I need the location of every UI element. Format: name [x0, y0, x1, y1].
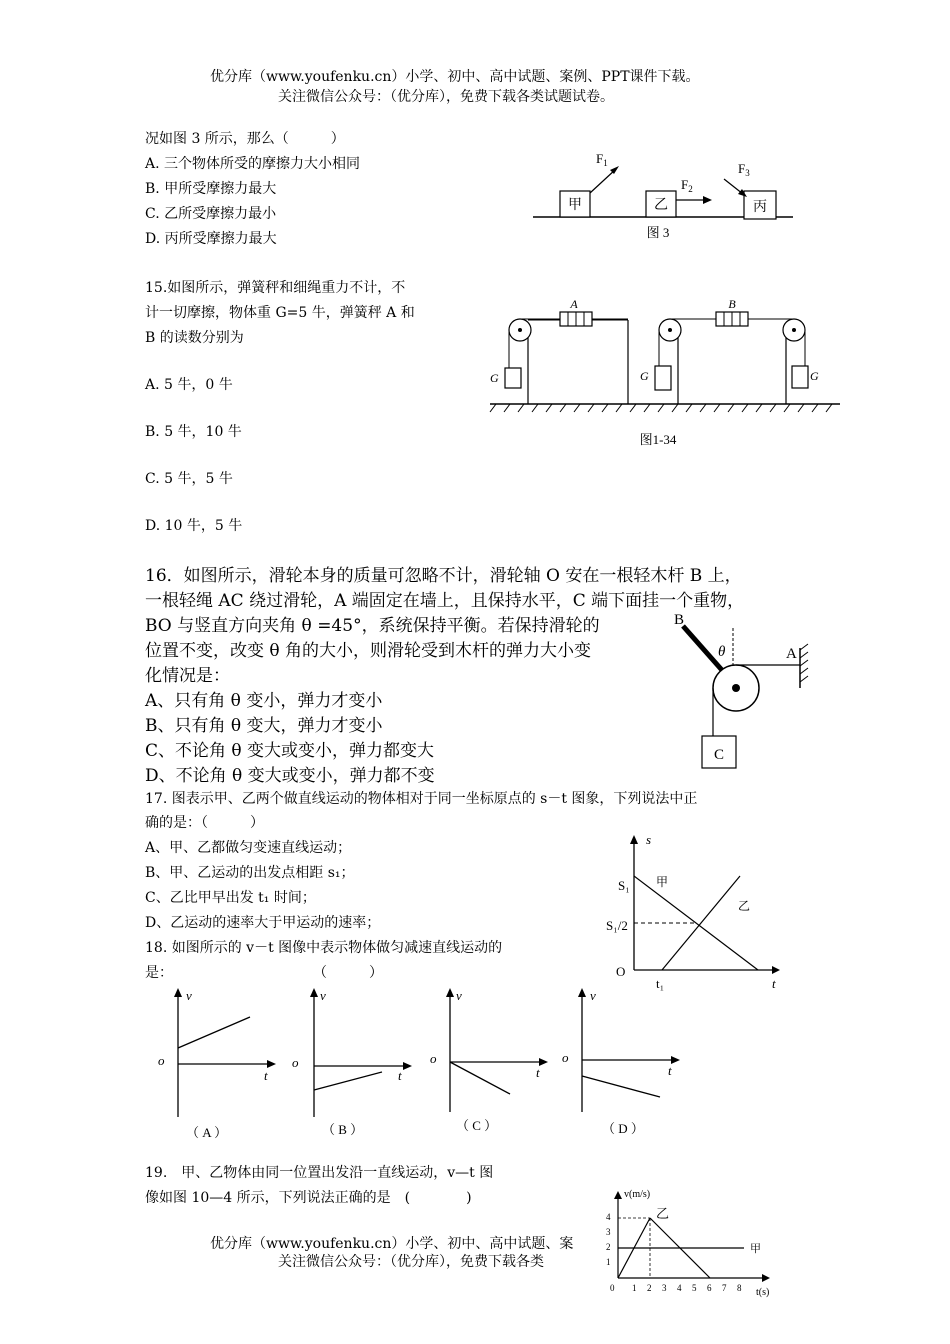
box-yi-label: 乙 — [654, 198, 668, 213]
q14-option-c: C. 乙所受摩擦力最小 — [145, 206, 277, 222]
svg-text:0: 0 — [610, 1283, 615, 1293]
svg-text:s: s — [646, 832, 652, 847]
svg-text:（ A ）: （ A ） — [186, 1125, 228, 1140]
svg-text:S₁: S₁ — [618, 878, 630, 893]
q14-figure — [528, 145, 798, 245]
q16-figure — [668, 608, 838, 773]
q18-c-line — [450, 1062, 510, 1094]
q16-option-d: D、不论角 θ 变大或变小，弹力都不变 — [145, 766, 435, 786]
svg-text:（ C ）: （ C ） — [456, 1118, 498, 1133]
q18-graph-d — [562, 988, 680, 1136]
svg-text:B: B — [674, 612, 685, 628]
q15-line-2: 计一切摩擦，物体重 G=5 牛，弹簧秤 A 和 — [145, 305, 415, 321]
q18-b-line — [314, 1072, 382, 1090]
svg-text:A: A — [786, 646, 797, 662]
svg-text:A: A — [570, 297, 578, 311]
q16-line-3: BO 与竖直方向夹角 θ =45°，系统保持平衡。若保持滑轮的 — [145, 616, 600, 636]
box-bing-label: 丙 — [753, 200, 767, 215]
q19-line-2: 像如图 10—4 所示，下列说法正确的是 ( ) — [145, 1190, 472, 1206]
f1-label: $F_1$ — [596, 151, 608, 168]
svg-text:v(m/s): v(m/s) — [624, 1189, 651, 1200]
svg-text:v: v — [320, 988, 326, 1003]
q19-figure — [604, 1183, 794, 1301]
q16-line-2: 一根轻绳 AC 绕过滑轮，A 端固定在墙上，且保持水平，C 端下面挂一个重物， — [145, 591, 745, 611]
svg-text:（ D ）: （ D ） — [602, 1121, 644, 1136]
svg-text:2: 2 — [606, 1242, 611, 1252]
svg-text:1: 1 — [606, 1257, 611, 1267]
q18-d-line — [582, 1076, 660, 1097]
q15-option-d: D. 10 牛，5 牛 — [145, 518, 243, 534]
footer-line-1: 优分库（www.youfenku.cn）小学、初中、高中试题、案 — [210, 1236, 574, 1252]
q16-option-b: B、只有角 θ 变大，弹力才变小 — [145, 716, 383, 736]
svg-text:4: 4 — [606, 1212, 611, 1222]
svg-text:S₁/2: S₁/2 — [606, 918, 628, 933]
q16-option-c: C、不论角 θ 变大或变小，弹力都变大 — [145, 741, 435, 761]
q15-line-3: B 的读数分别为 — [145, 330, 244, 346]
box-jia-label: 甲 — [568, 198, 582, 213]
q14-option-d: D. 丙所受摩擦力最大 — [145, 231, 277, 247]
svg-text:8: 8 — [737, 1283, 742, 1293]
svg-text:乙: 乙 — [656, 1206, 670, 1221]
q16-line-1: 16．如图所示，滑轮本身的质量可忽略不计，滑轮轴 O 安在一根轻木杆 B 上， — [145, 566, 742, 586]
svg-text:3: 3 — [662, 1283, 667, 1293]
svg-text:t: t — [668, 1063, 672, 1078]
svg-text:t: t — [264, 1068, 268, 1083]
svg-text:o: o — [292, 1055, 299, 1070]
svg-text:甲: 甲 — [656, 875, 669, 889]
svg-text:5: 5 — [692, 1283, 697, 1293]
q14-option-b: B. 甲所受摩擦力最大 — [145, 181, 277, 197]
svg-text:G: G — [640, 369, 649, 383]
svg-text:θ: θ — [718, 644, 726, 660]
q17-figure — [606, 830, 791, 990]
svg-text:1: 1 — [632, 1283, 637, 1293]
svg-text:C: C — [713, 747, 725, 763]
q18-graphs — [150, 982, 690, 1147]
q18-line-1: 18. 如图所示的 v－t 图像中表示物体做匀减速直线运动的 — [145, 940, 503, 956]
fig3-caption: 图 3 — [646, 225, 670, 240]
svg-text:O: O — [616, 964, 626, 979]
q17-line-1: 17. 图表示甲、乙两个做直线运动的物体相对于同一坐标原点的 s－t 图象，下列说法中正 — [145, 791, 698, 807]
q17-option-d: D、乙运动的速率大于甲运动的速率； — [145, 915, 381, 931]
svg-text:v: v — [590, 988, 596, 1003]
svg-text:G: G — [490, 371, 499, 385]
q18-a-line — [178, 1017, 250, 1048]
svg-text:甲: 甲 — [750, 1243, 761, 1255]
q17-option-a: A、甲、乙都做匀变速直线运动； — [145, 840, 352, 856]
q15-figure — [488, 292, 843, 452]
svg-text:乙: 乙 — [738, 899, 751, 913]
q19-line-1: 19. 甲、乙物体由同一位置出发沿一直线运动，v—t 图 — [145, 1165, 494, 1181]
svg-text:7: 7 — [722, 1283, 727, 1293]
svg-text:v: v — [186, 988, 192, 1003]
q15-line-1: 15.如图所示，弹簧秤和细绳重力不计，不 — [145, 280, 406, 296]
q17-option-b: B、甲、乙运动的出发点相距 s₁； — [145, 865, 355, 881]
q17-option-c: C、乙比甲早出发 t₁ 时间； — [145, 890, 316, 906]
q16-option-a: A、只有角 θ 变小，弹力才变小 — [145, 691, 383, 711]
q18-line-2: 是： （ ） — [145, 965, 383, 981]
header-line-2: 关注微信公众号：（优分库），免费下载各类试题试卷。 — [278, 89, 614, 105]
svg-text:B: B — [728, 297, 736, 311]
f3-label: $F_3$ — [738, 161, 750, 178]
q18-graph-a — [158, 988, 276, 1140]
svg-text:t(s): t(s) — [756, 1287, 770, 1298]
q17-line-2: 确的是：（ ） — [145, 815, 264, 831]
svg-text:v: v — [456, 988, 462, 1003]
q15-option-b: B. 5 牛，10 牛 — [145, 424, 242, 440]
svg-text:G: G — [810, 369, 819, 383]
svg-text:t: t — [398, 1068, 402, 1083]
svg-text:o: o — [562, 1050, 569, 1065]
svg-text:o: o — [430, 1051, 437, 1066]
q15-option-a: A. 5 牛，0 牛 — [145, 377, 233, 393]
q18-graph-b — [292, 988, 412, 1137]
svg-text:（ B ）: （ B ） — [322, 1122, 364, 1137]
svg-text:o: o — [158, 1053, 165, 1068]
svg-text:t: t — [536, 1065, 540, 1080]
svg-text:t₁: t₁ — [656, 976, 665, 991]
q15-option-c: C. 5 牛，5 牛 — [145, 471, 233, 487]
f2-label: $F_2$ — [681, 177, 693, 194]
q14-stem: 况如图 3 所示，那么（ ） — [145, 131, 345, 147]
svg-text:2: 2 — [647, 1283, 652, 1293]
q16-line-5: 化情况是： — [145, 666, 230, 686]
footer-line-2: 关注微信公众号：（优分库），免费下载各类 — [278, 1254, 544, 1270]
svg-text:3: 3 — [606, 1227, 611, 1237]
svg-text:6: 6 — [707, 1283, 712, 1293]
q18-graph-c — [430, 988, 548, 1133]
q14-option-a: A. 三个物体所受的摩擦力大小相同 — [145, 156, 361, 172]
svg-text:t: t — [772, 976, 776, 991]
fig134-caption: 图1-34 — [639, 432, 677, 447]
svg-text:4: 4 — [677, 1283, 682, 1293]
header-line-1: 优分库（www.youfenku.cn）小学、初中、高中试题、案例、PPT课件下载。 — [210, 69, 700, 85]
q16-line-4: 位置不变，改变 θ 角的大小，则滑轮受到木杆的弹力大小变 — [145, 641, 592, 661]
